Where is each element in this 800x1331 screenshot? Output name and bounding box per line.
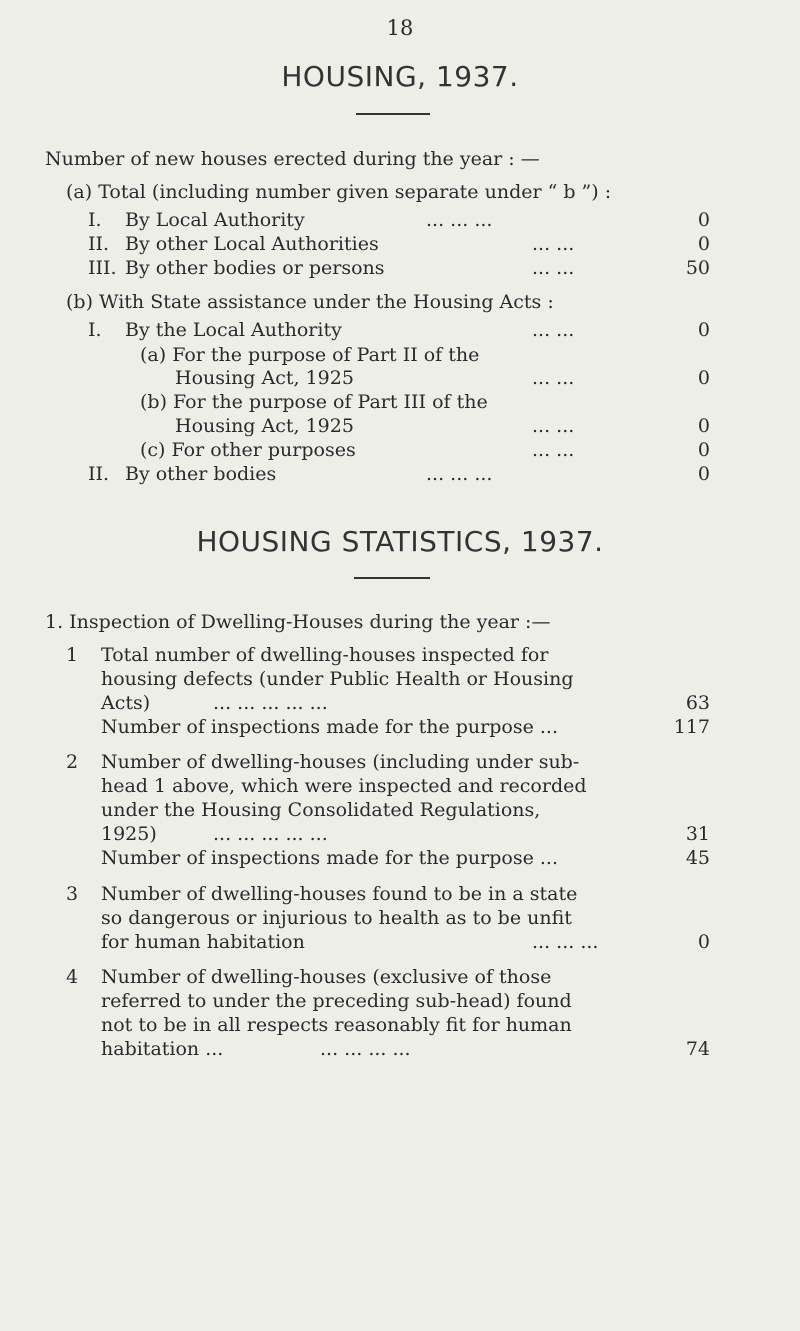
item-text-line: Number of dwelling-houses (exclusive of those — [101, 966, 552, 988]
b-item-value: 0 — [697, 463, 710, 485]
item-number: 3 — [66, 883, 79, 905]
section-b-heading: (b) With State assistance under the Housing Acts : — [66, 291, 554, 313]
leader-dots: ... ... ... ... ... — [213, 823, 328, 845]
item-value: 63 — [685, 692, 710, 714]
item-text-line: Total number of dwelling-houses inspected for — [101, 644, 549, 666]
a-item-number: III. — [88, 257, 117, 279]
leader-dots: ... ... — [532, 367, 575, 389]
leader-dots: ... ... — [532, 257, 575, 279]
section-a-heading: (a) Total (including number given separate under “ b ”) : — [66, 181, 612, 203]
a-item-value: 50 — [685, 257, 710, 279]
title-rule — [356, 113, 430, 115]
leader-dots: ... ... ... ... ... — [213, 692, 328, 714]
b-sub-a-line2: Housing Act, 1925 — [175, 367, 354, 389]
item-text-line: not to be in all respects reasonably fit for human — [101, 1014, 572, 1036]
b-sub-b-line2: Housing Act, 1925 — [175, 415, 354, 437]
intro-text: Number of new houses erected during the year : — — [45, 148, 540, 170]
b-sub-a-value: 0 — [697, 367, 710, 389]
leader-dots: ... ... ... — [426, 209, 493, 231]
a-item-number: II. — [88, 233, 110, 255]
item-value: 74 — [685, 1038, 710, 1060]
leader-dots: ... ... ... — [426, 463, 493, 485]
leader-dots: ... ... ... — [532, 931, 599, 953]
b-item-label: By other bodies — [125, 463, 277, 485]
item-text-line: habitation ... — [101, 1038, 224, 1060]
leader-dots: ... ... ... ... — [320, 1038, 411, 1060]
item-text-line: Number of dwelling-houses found to be in a state — [101, 883, 578, 905]
a-item-value: 0 — [697, 209, 710, 231]
b-item-label: By the Local Authority — [125, 319, 342, 341]
sub-item-value: 45 — [685, 847, 710, 869]
b-sub-b-line1: (b) For the purpose of Part III of the — [140, 391, 488, 413]
item-text-line: Acts) — [101, 692, 151, 714]
item-text-line: head 1 above, which were inspected and recorded — [101, 775, 587, 797]
a-item-label: By Local Authority — [125, 209, 305, 231]
housing-statistics-title: HOUSING STATISTICS, 1937. — [196, 525, 604, 558]
sub-item-value: 117 — [673, 716, 710, 738]
leader-dots: ... ... — [532, 319, 575, 341]
housing-title: HOUSING, 1937. — [281, 60, 519, 93]
item-text-line: 1925) — [101, 823, 157, 845]
a-item-label: By other bodies or persons — [125, 257, 385, 279]
a-item-value: 0 — [697, 233, 710, 255]
a-item-number: I. — [88, 209, 102, 231]
item-number: 1 — [66, 644, 79, 666]
inspection-heading: 1. Inspection of Dwelling-Houses during the year :— — [45, 611, 551, 633]
b-sub-c-value: 0 — [697, 439, 710, 461]
sub-item-label: Number of inspections made for the purpose ... — [101, 847, 558, 869]
b-sub-b-value: 0 — [697, 415, 710, 437]
b-sub-c-label: (c) For other purposes — [140, 439, 356, 461]
item-text-line: Number of dwelling-houses (including under sub- — [101, 751, 580, 773]
b-item-value: 0 — [697, 319, 710, 341]
item-number: 4 — [66, 966, 79, 988]
item-text-line: so dangerous or injurious to health as to be unfit — [101, 907, 572, 929]
b-sub-a-line1: (a) For the purpose of Part II of the — [140, 344, 480, 366]
item-text-line: housing defects (under Public Health or Housing — [101, 668, 574, 690]
page-number: 18 — [386, 16, 414, 40]
leader-dots: ... ... — [532, 233, 575, 255]
sub-item-label: Number of inspections made for the purpose ... — [101, 716, 558, 738]
item-text-line: under the Housing Consolidated Regulations, — [101, 799, 541, 821]
leader-dots: ... ... — [532, 415, 575, 437]
item-text-line: for human habitation — [101, 931, 305, 953]
b-item-number: II. — [88, 463, 110, 485]
item-text-line: referred to under the preceding sub-head) found — [101, 990, 572, 1012]
a-item-label: By other Local Authorities — [125, 233, 379, 255]
b-item-number: I. — [88, 319, 102, 341]
item-value: 31 — [685, 823, 710, 845]
title-rule — [354, 577, 430, 579]
leader-dots: ... ... — [532, 439, 575, 461]
item-value: 0 — [697, 931, 710, 953]
item-number: 2 — [66, 751, 79, 773]
